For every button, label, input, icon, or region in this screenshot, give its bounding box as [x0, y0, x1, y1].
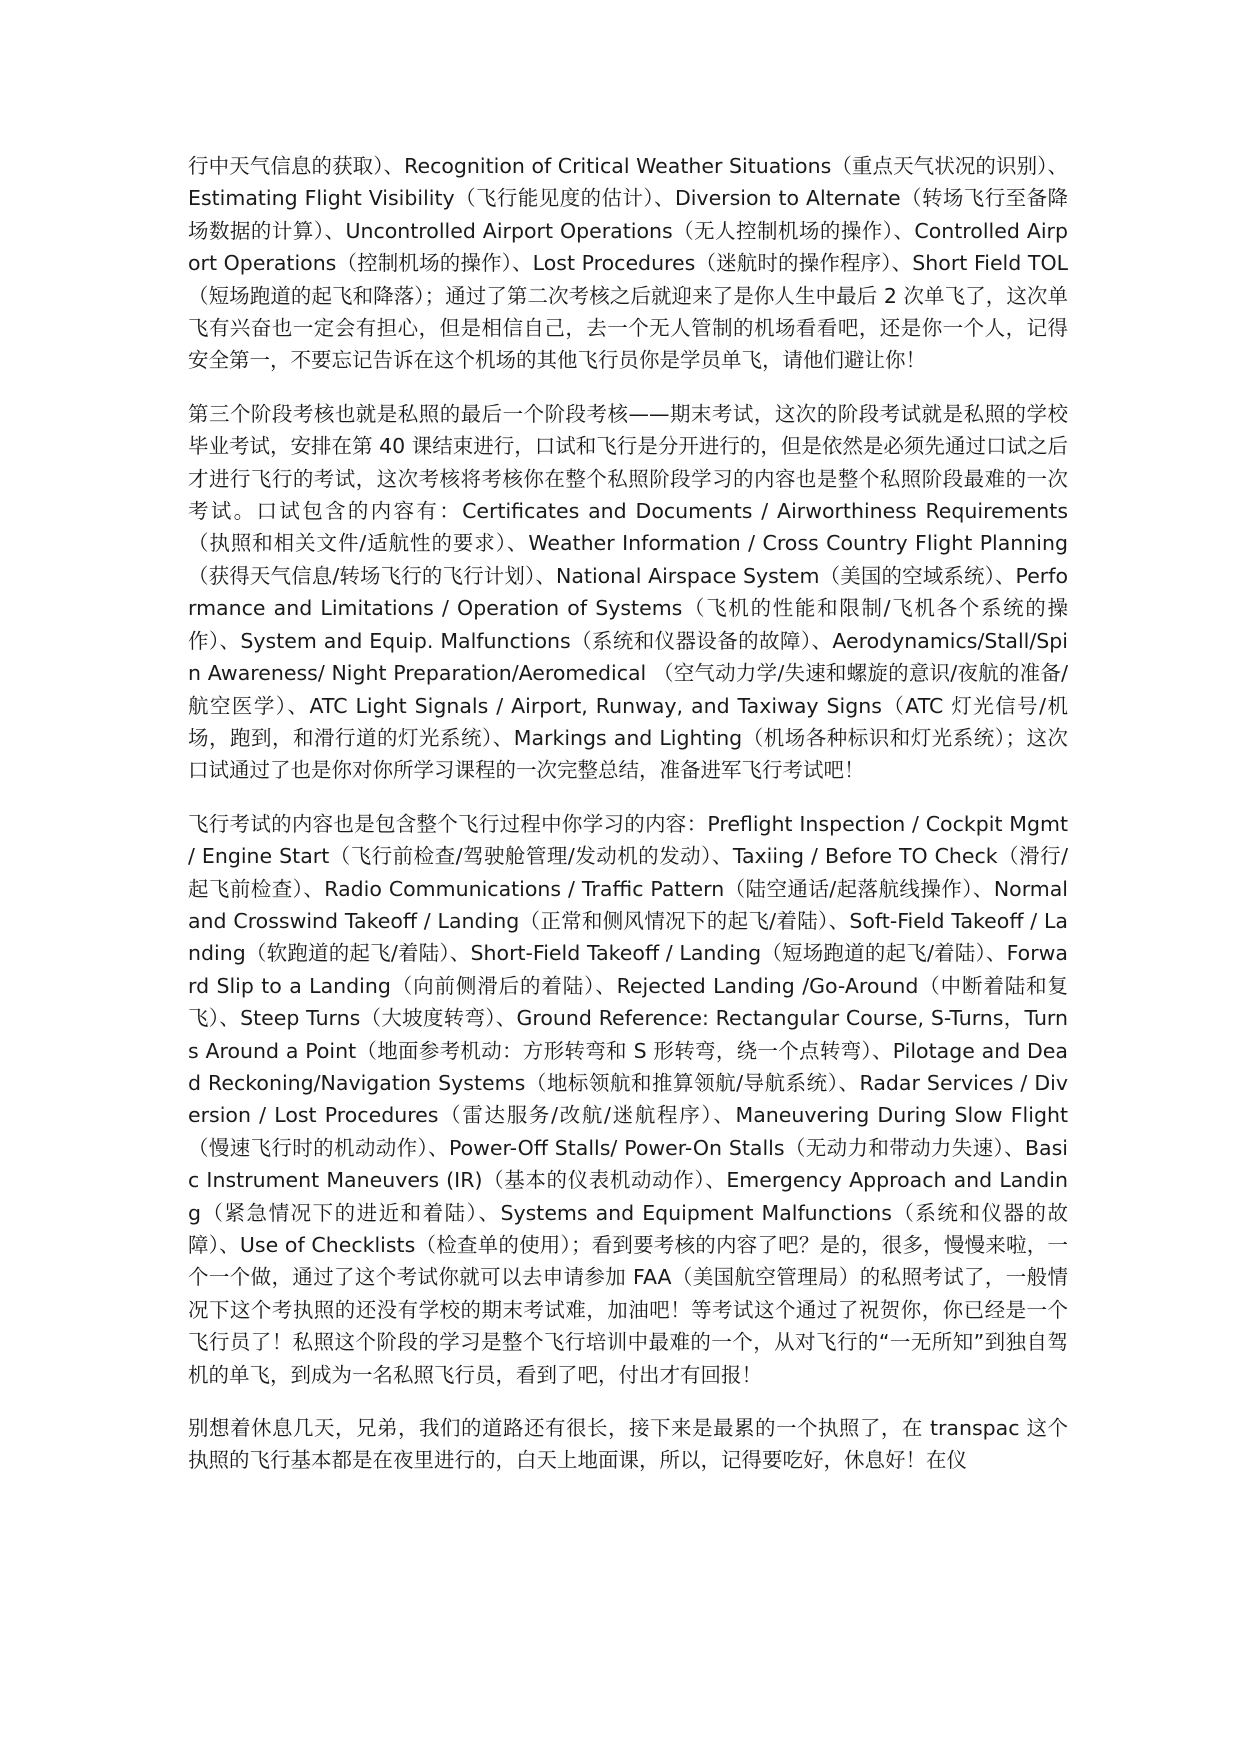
paragraph-stage-three-oral: 第三个阶段考核也就是私照的最后一个阶段考核——期末考试，这次的阶段考试就是私照的学校毕业考试，安排在第 40 课结束进行，口试和飞行是分开进行的，但是依然是必须先通过口试之后才进行飞行的考试，这次考核将考核你在整个私照阶段学习的内容也是整个私照阶段最难的一次考试。口试包含的内容有：Certificates and Documents / Airworthiness Requirements（执照和相关文件/适航性的要求）、Weather Information / Cross Country Flight Planning（获得天气信息/转场飞行的飞行计划）、National Airspace System（美国的空域系统）、Performance and Limitations / Operation of Systems（飞机的性能和限制/飞机各个系统的操作）、System and Equip. Malfunctions（系统和仪器设备的故障）、Aerodynamics/Stall/Spin Awareness/ Night Preparation/Aeromedical （空气动力学/失速和螺旋的意识/夜航的准备/航空医学）、ATC Light Signals / Airport, Runway, and Taxiway Signs（ATC 灯光信号/机场，跑到，和滑行道的灯光系统）、Markings and Lighting（机场各种标识和灯光系统）；这次口试通过了也是你对你所学习课程的一次完整总结，准备进军飞行考试吧！: [188, 401, 1068, 783]
document-body: [188, 150, 1068, 1498]
paragraph-flight-test-items: 飞行考试的内容也是包含整个飞行过程中你学习的内容：Preflight Inspection / Cockpit Mgmt / Engine Start（飞行前检查/驾驶舱管理/发动机的发动）、Taxiing / Before TO Check（滑行/起飞前检查）、Radio Communications / Traffic Pattern（陆空通话/起落航线操作）、Normal and Crosswind Takeoff / Landing（正常和侧风情况下的起飞/着陆）、Soft-Field Takeoff / Landing（软跑道的起飞/着陆）、Short-Field Takeoff / Landing（短场跑道的起飞/着陆）、Forward Slip to a Landing（向前侧滑后的着陆）、Rejected Landing /Go-Around（中断着陆和复飞）、Steep Turns（大坡度转弯）、Ground Reference: Rectangular Course, S-Turns，Turns Around a Point（地面参考机动：方形转弯和 S 形转弯，绕一个点转弯）、Pilotage and Dead Reckoning/Navigation Systems（地标领航和推算领航/导航系统）、Radar Services / Diversion / Lost Procedures（雷达服务/改航/迷航程序）、Maneuvering During Slow Flight（慢速飞行时的机动动作）、Power-Off Stalls/ Power-On Stalls（无动力和带动力失速）、Basic Instrument Maneuvers (IR)（基本的仪表机动动作）、Emergency Approach and Landing（紧急情况下的进近和着陆）、Systems and Equipment Malfunctions（系统和仪器的故障）、Use of Checklists（检查单的使用）；看到要考核的内容了吧？是的，很多，慢慢来啦，一个一个做，通过了这个考试你就可以去申请参加 FAA（美国航空管理局）的私照考试了，一般情况下这个考执照的还没有学校的期末考试难，加油吧！等考试这个通过了祝贺你，你已经是一个飞行员了！私照这个阶段的学习是整个飞行培训中最难的一个，从对飞行的“一无所知”到独自驾机的单飞，到成为一名私照飞行员，看到了吧，付出才有回报！: [188, 811, 1068, 1387]
paragraph-weather-and-solo: 行中天气信息的获取）、Recognition of Critical Weather Situations（重点天气状况的识别）、Estimating Flight Visibility（飞行能见度的估计）、Diversion to Alternate（转场飞行至备降场数据的计算）、Uncontrolled Airport Operations（无人控制机场的操作）、Controlled Airport Operations（控制机场的操作）、Lost Procedures（迷航时的操作程序）、Short Field TOL（短场跑道的起飞和降落）；通过了第二次考核之后就迎来了是你人生中最后 2 次单飞了，这次单飞有兴奋也一定会有担心，但是相信自己，去一个无人管制的机场看看吧，还是你一个人，记得安全第一，不要忘记告诉在这个机场的其他飞行员你是学员单飞，请他们避让你！: [188, 154, 1068, 373]
paragraph-next-license: 别想着休息几天，兄弟，我们的道路还有很长，接下来是最累的一个执照了，在 transpac 这个执照的飞行基本都是在夜里进行的，白天上地面课，所以，记得要吃好，休息好！在仪: [188, 1416, 1068, 1473]
